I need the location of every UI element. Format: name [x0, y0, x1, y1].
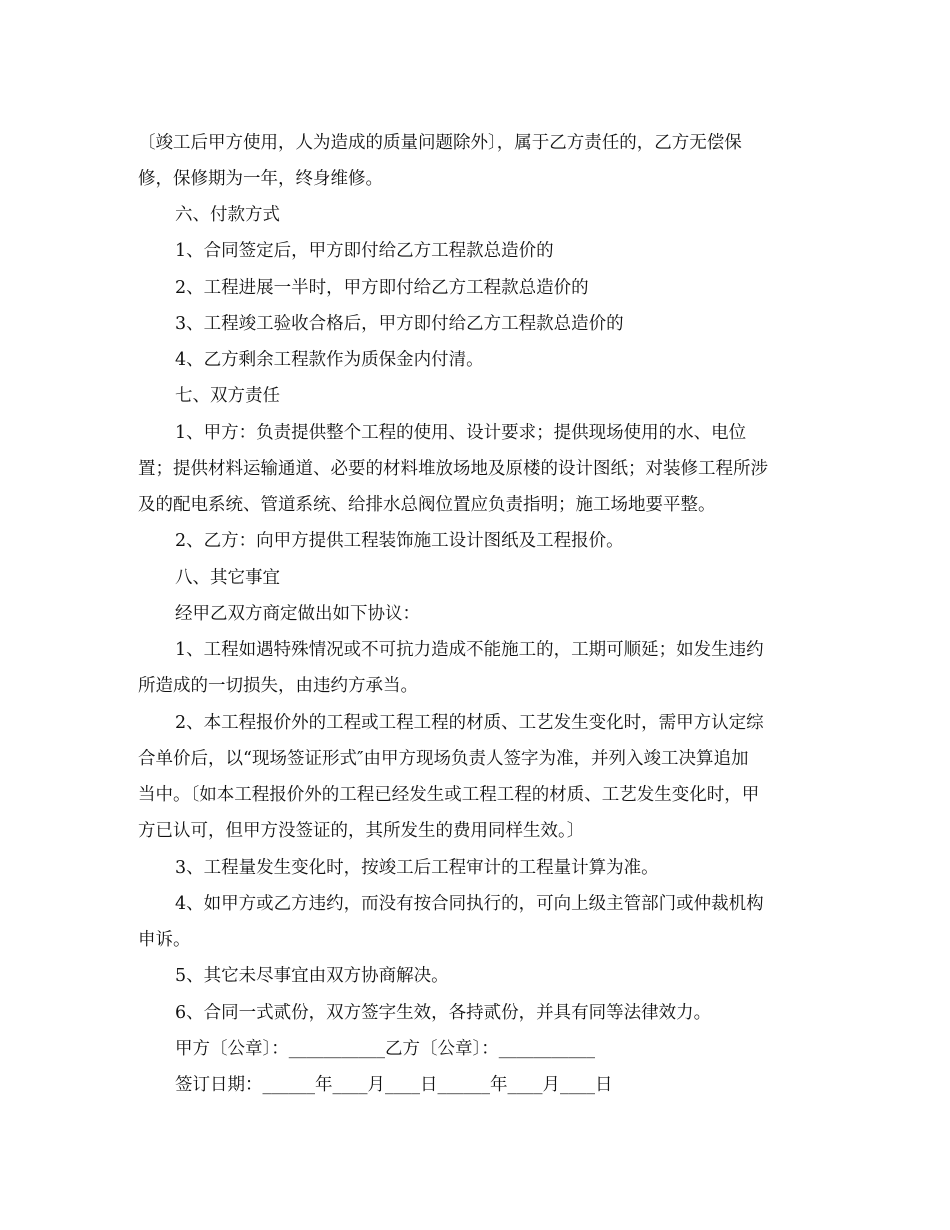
- paragraph-line: 修，保修期为一年，终身维修。: [138, 169, 383, 189]
- paragraph-line: 4、乙方剩余工程款作为质保金内付清。: [175, 350, 484, 370]
- paragraph-line: 5、其它未尽事宜由双方协商解决。: [175, 966, 449, 986]
- paragraph-line: 及的配电系统、管道系统、给排水总阀位置应负责指明；施工场地要平整。: [138, 495, 716, 515]
- section-heading-payment: 六、付款方式: [175, 205, 280, 225]
- signature-line: 甲方〔公章〕：___________乙方〔公章〕：___________: [175, 1039, 595, 1059]
- paragraph-line: 1、甲方：负责提供整个工程的使用、设计要求；提供现场使用的水、电位: [175, 423, 747, 443]
- paragraph-line: 所造成的一切损失，由违约方承当。: [138, 676, 418, 696]
- paragraph-line: 3、工程竣工验收合格后，甲方即付给乙方工程款总造价的: [175, 314, 624, 334]
- paragraph-line: 方已认可，但甲方没签证的，其所发生的费用同样生效。〕: [138, 821, 585, 841]
- section-heading-responsibilities: 七、双方责任: [175, 386, 280, 406]
- paragraph-line: 当中。〔如本工程报价外的工程已经发生或工程工程的材质、工艺发生变化时，甲: [138, 785, 760, 805]
- paragraph-line: 置；提供材料运输通道、必要的材料堆放场地及原楼的设计图纸；对装修工程所涉: [138, 459, 768, 479]
- signing-date-line: 签订日期：______年____月____日______年____月____日: [175, 1075, 613, 1095]
- section-heading-other-matters: 八、其它事宜: [175, 568, 280, 588]
- paragraph-line: 经甲乙双方商定做出如下协议：: [175, 604, 420, 624]
- paragraph-line: 2、工程进展一半时，甲方即付给乙方工程款总造价的: [175, 278, 589, 298]
- paragraph-line: 合单价后，以“现场签证形式″由甲方现场负责人签字为准，并列入竣工决算追加: [138, 749, 749, 769]
- paragraph-line: 〔竣工后甲方使用，人为造成的质量问题除外〕，属于乙方责任的，乙方无偿保: [138, 133, 742, 153]
- paragraph-line: 4、如甲方或乙方违约，而没有按合同执行的，可向上级主管部门或仲裁机构: [175, 894, 764, 914]
- paragraph-line: 6、合同一式贰份，双方签字生效，各持贰份，并具有同等法律效力。: [175, 1003, 712, 1023]
- paragraph-line: 1、合同签定后，甲方即付给乙方工程款总造价的: [175, 241, 554, 261]
- paragraph-line: 3、工程量发生变化时，按竣工后工程审计的工程量计算为准。: [175, 858, 659, 878]
- paragraph-line: 2、本工程报价外的工程或工程工程的材质、工艺发生变化时，需甲方认定综: [175, 713, 764, 733]
- paragraph-line: 2、乙方：向甲方提供工程装饰施工设计图纸及工程报价。: [175, 531, 624, 551]
- paragraph-line: 申诉。: [138, 930, 191, 950]
- paragraph-line: 1、工程如遇特殊情况或不可抗力造成不能施工的，工期可顺延；如发生违约: [175, 640, 764, 660]
